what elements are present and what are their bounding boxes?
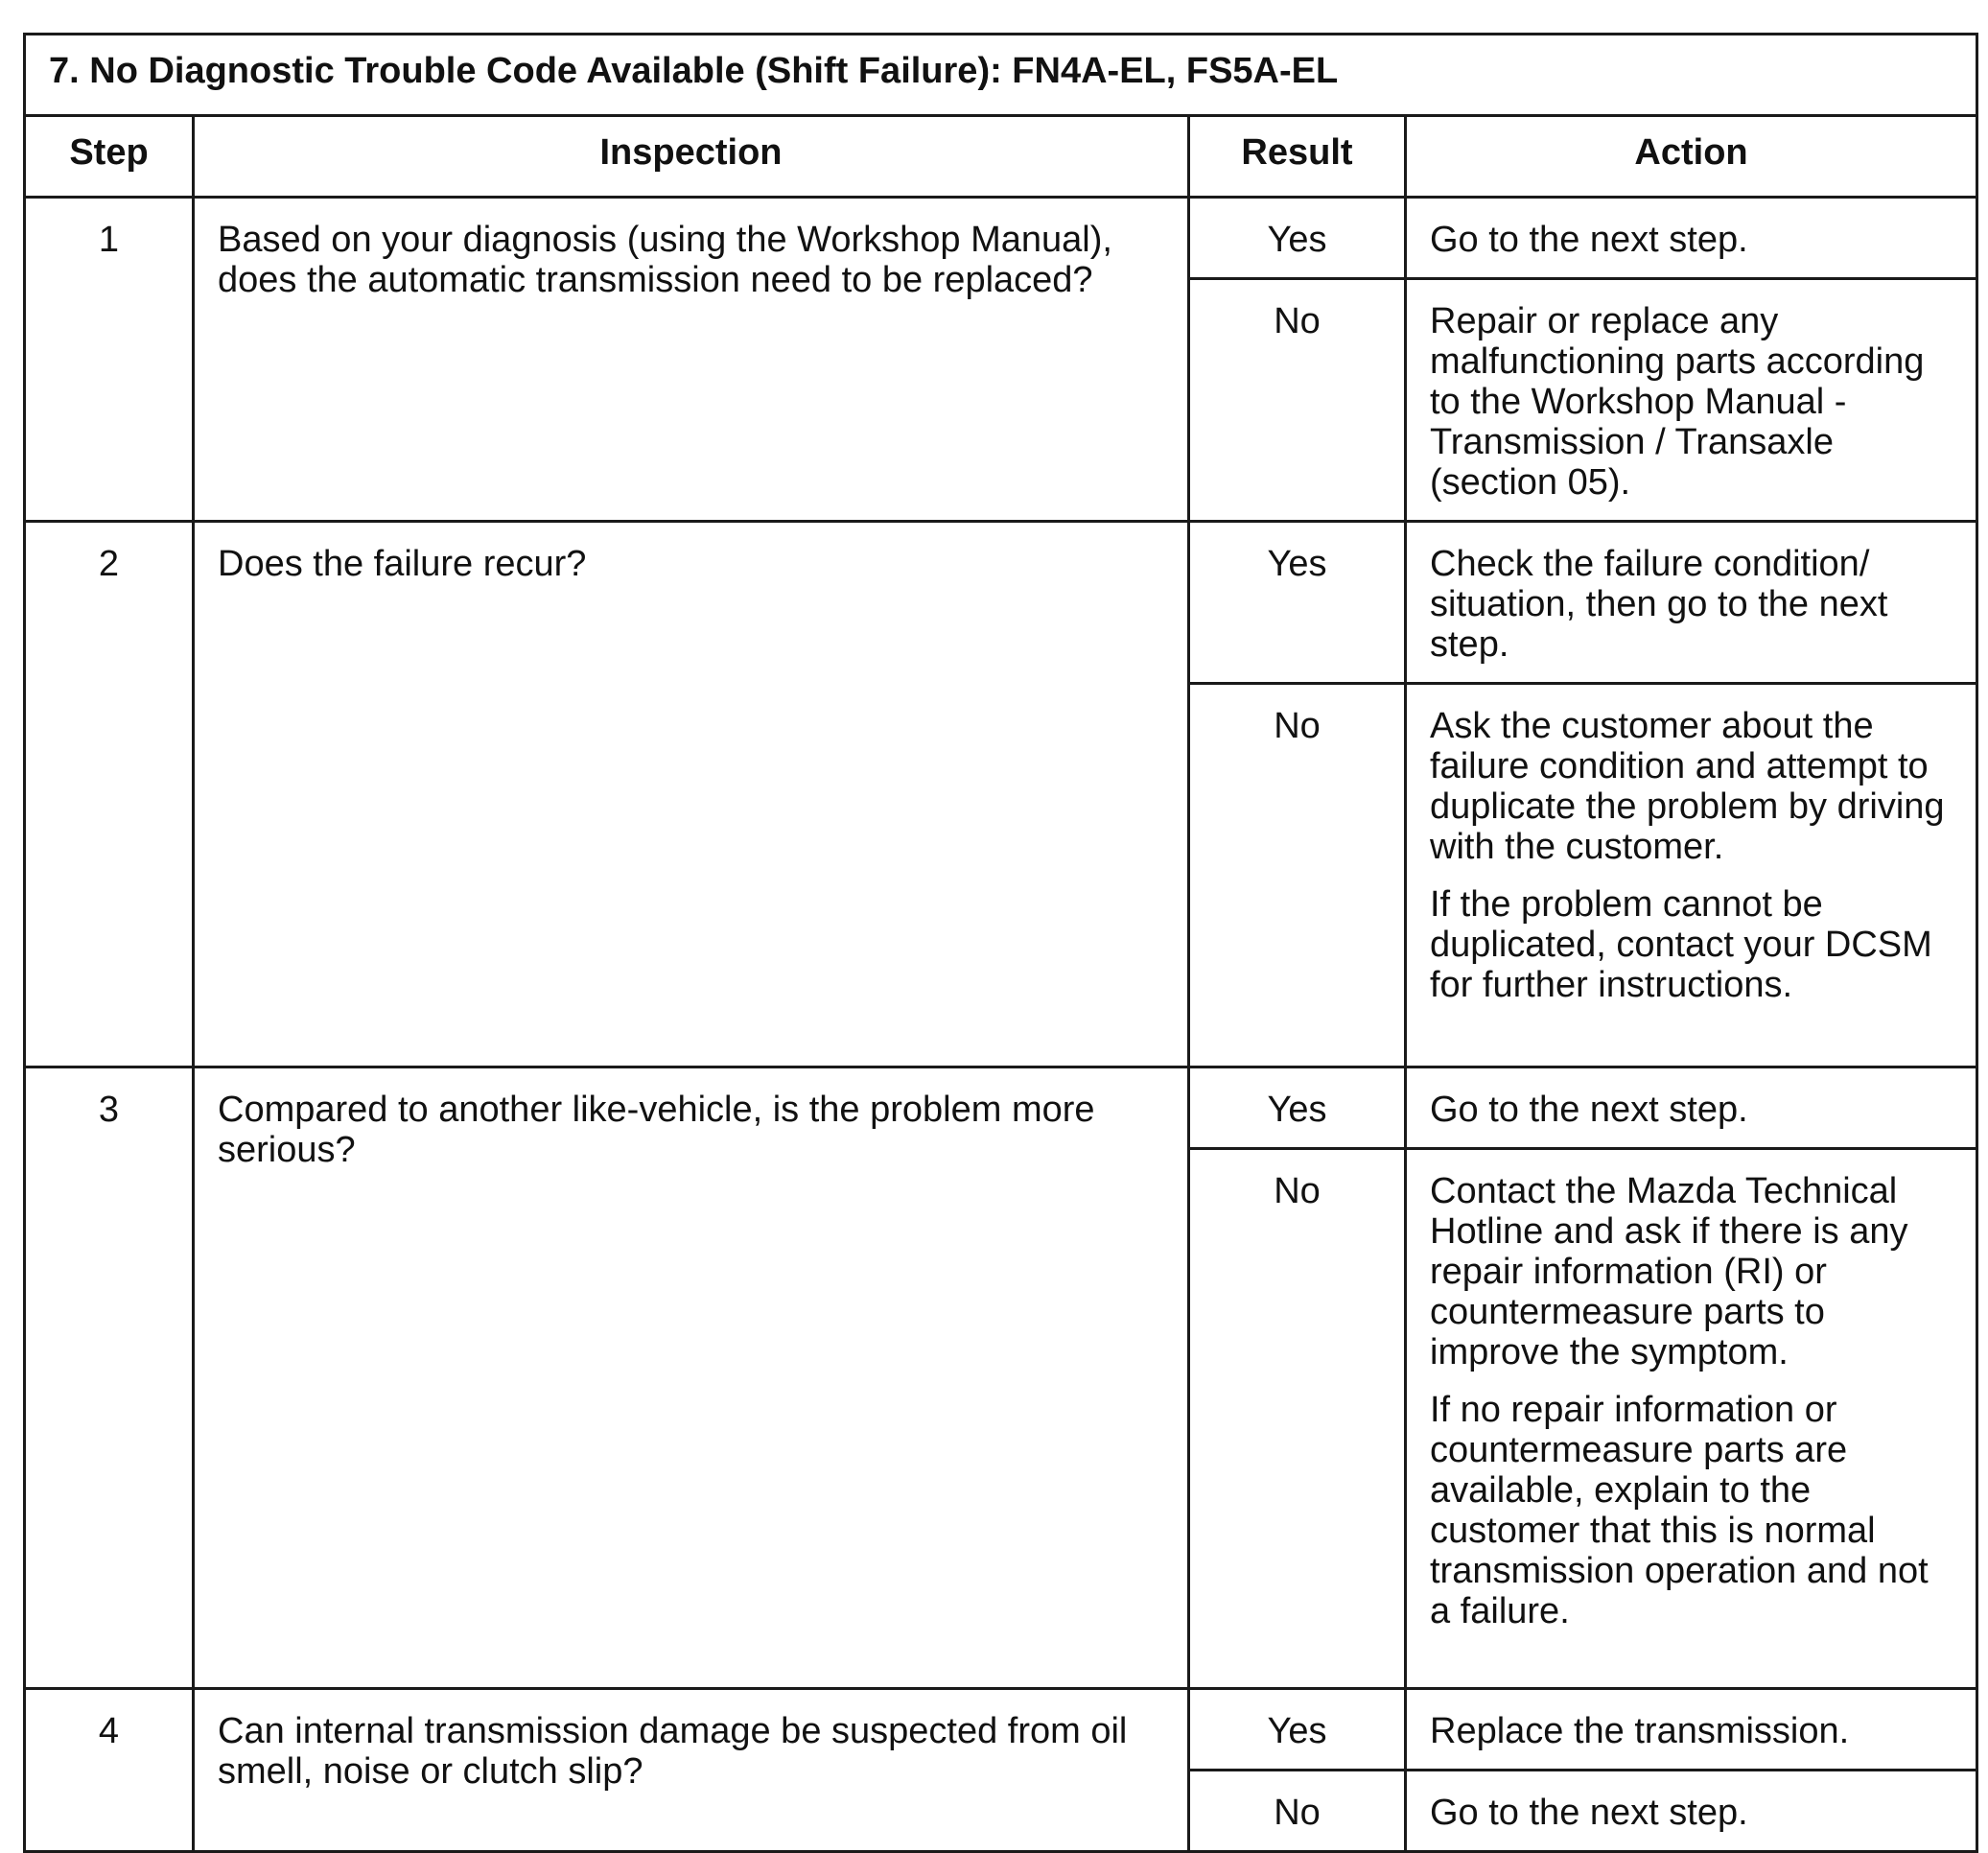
step-3-yes-row xyxy=(25,1067,1977,1149)
step-2-action-yes xyxy=(1406,522,1977,684)
step-1-yes-row xyxy=(25,198,1977,279)
action-paragraph: Go to the next step. xyxy=(1430,1090,1748,1130)
header-result: Result xyxy=(1189,116,1406,198)
action-paragraph: Go to the next step. xyxy=(1430,1793,1748,1833)
action-paragraph: Contact the Mazda Technical Hotline and ask if there is any repair information (RI) or countermeasure parts to improve the symptom. xyxy=(1430,1171,1908,1372)
title-row xyxy=(25,35,1977,116)
step-3-number: 3 xyxy=(25,1067,194,1689)
step-2-number: 2 xyxy=(25,522,194,1067)
step-2-action-no xyxy=(1406,684,1977,1067)
step-3-action-no xyxy=(1406,1149,1977,1689)
step-4-number: 4 xyxy=(25,1689,194,1852)
diagnostic-table xyxy=(23,33,1978,1853)
step-2-inspection: Does the failure recur? xyxy=(194,522,1189,1067)
header-action: Action xyxy=(1406,116,1977,198)
table-title: 7. No Diagnostic Trouble Code Available (Shift Failure): FN4A-EL, FS5A-EL xyxy=(25,35,1977,116)
step-2-result-yes: Yes xyxy=(1189,522,1406,684)
step-3-inspection: Compared to another like-vehicle, is the problem more serious? xyxy=(194,1067,1189,1689)
action-paragraph: If no repair information or countermeasure parts are available, explain to the customer that this is normal transmission operation and not a failure. xyxy=(1430,1390,1929,1631)
header-inspection: Inspection xyxy=(194,116,1189,198)
step-4-result-yes: Yes xyxy=(1189,1689,1406,1771)
header-row xyxy=(25,116,1977,198)
action-paragraph: Replace the transmission. xyxy=(1430,1711,1850,1751)
step-1-inspection: Based on your diagnosis (using the Workshop Manual), does the automatic transmission need to be replaced? xyxy=(194,198,1189,522)
action-paragraph: Repair or replace any malfunctioning parts according to the Workshop Manual - Transmission / Transaxle (section 05). xyxy=(1430,301,1925,503)
step-1-action-no xyxy=(1406,279,1977,522)
action-paragraph: Go to the next step. xyxy=(1430,220,1748,260)
action-paragraph: If the problem cannot be duplicated, contact your DCSM for further instructions. xyxy=(1430,884,1932,1005)
step-3-action-yes xyxy=(1406,1067,1977,1149)
step-1-result-yes: Yes xyxy=(1189,198,1406,279)
step-4-action-no xyxy=(1406,1771,1977,1852)
step-4-inspection: Can internal transmission damage be suspected from oil smell, noise or clutch slip? xyxy=(194,1689,1189,1852)
step-1-number: 1 xyxy=(25,198,194,522)
step-1-action-yes xyxy=(1406,198,1977,279)
step-2-yes-row xyxy=(25,522,1977,684)
step-2-result-no: No xyxy=(1189,684,1406,1067)
step-1-result-no: No xyxy=(1189,279,1406,522)
action-paragraph: Ask the customer about the failure condition and attempt to duplicate the problem by driving with the customer. xyxy=(1430,706,1945,867)
step-4-yes-row xyxy=(25,1689,1977,1771)
step-4-result-no: No xyxy=(1189,1771,1406,1852)
action-paragraph: Check the failure condition/ situation, then go to the next step. xyxy=(1430,544,1888,665)
step-3-result-yes: Yes xyxy=(1189,1067,1406,1149)
step-3-result-no: No xyxy=(1189,1149,1406,1689)
header-step: Step xyxy=(25,116,194,198)
step-4-action-yes xyxy=(1406,1689,1977,1771)
